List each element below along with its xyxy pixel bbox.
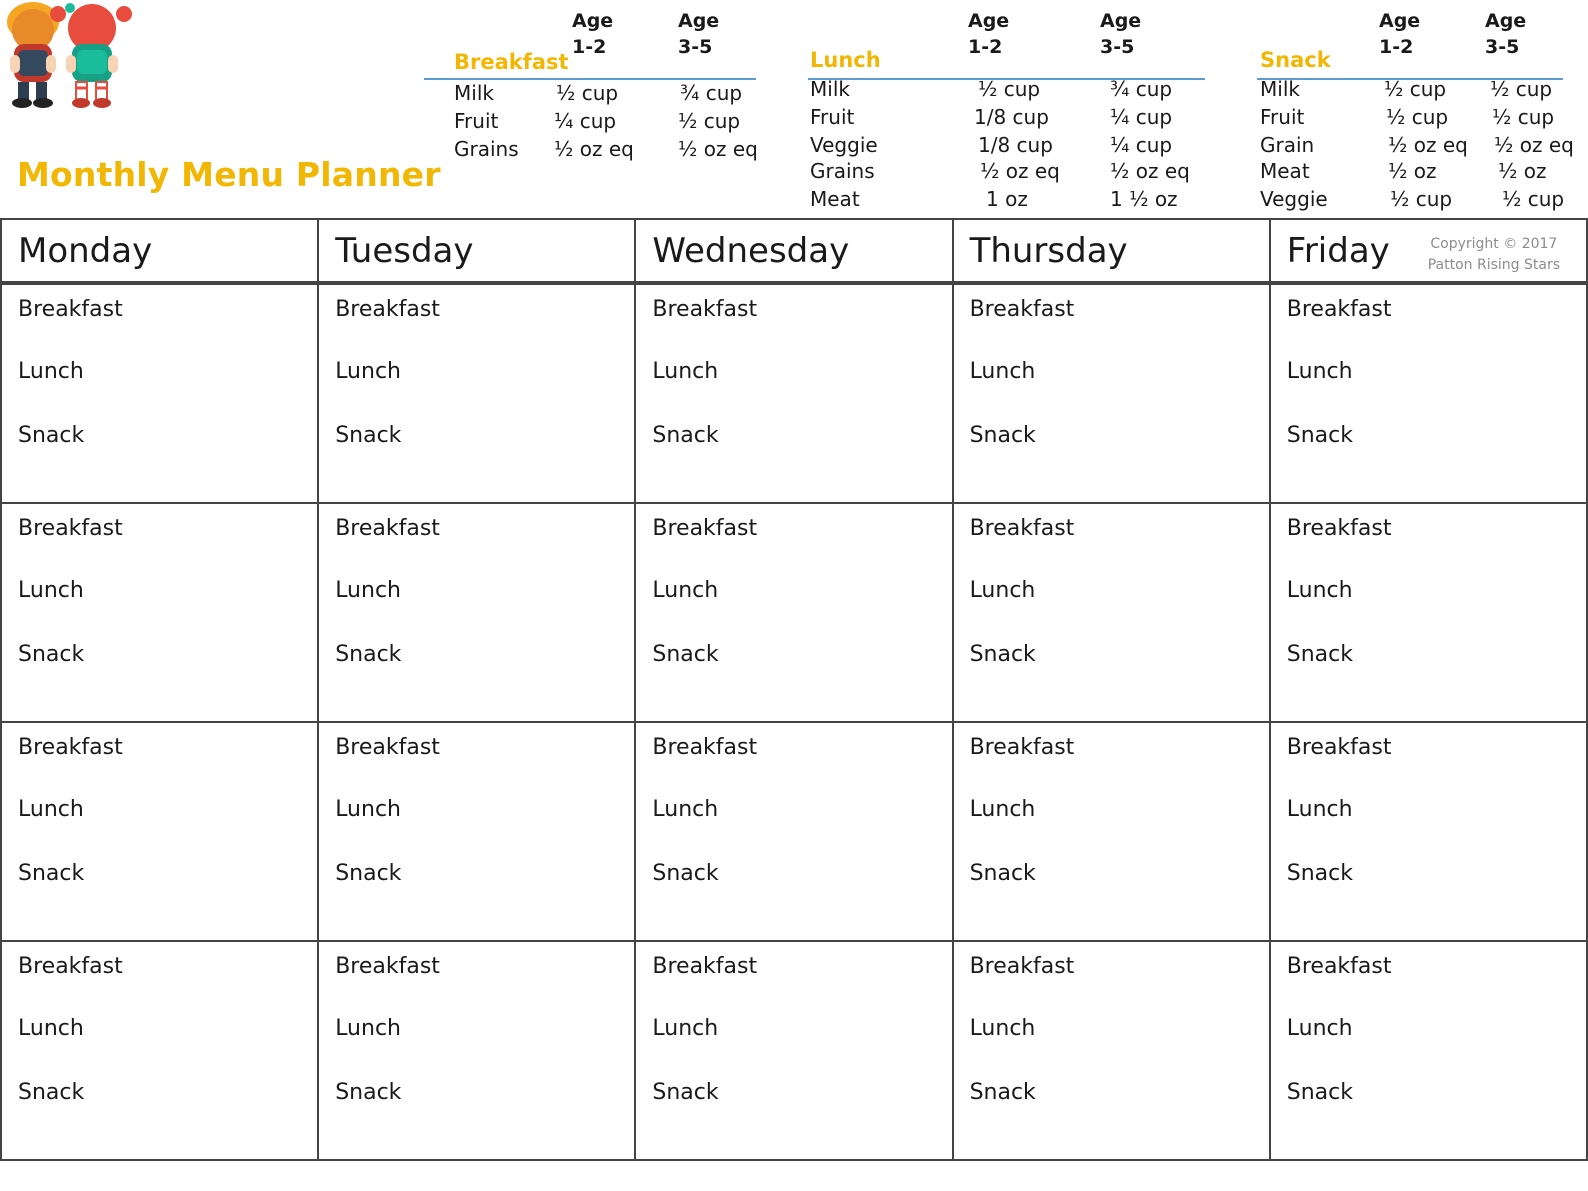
meal-heading: Snack <box>1260 48 1331 72</box>
meal-heading: Breakfast <box>454 50 569 74</box>
age-3-5-header: Age 3-5 <box>1100 10 1142 58</box>
breakfast-label: Breakfast <box>969 954 1075 979</box>
day-cell-friday[interactable] <box>1270 722 1587 941</box>
day-cell-friday[interactable] <box>1270 503 1587 722</box>
breakfast-label: Breakfast <box>1286 735 1392 760</box>
snack-label: Snack <box>969 423 1036 448</box>
breakfast-label: Breakfast <box>18 516 123 541</box>
breakfast-label: Breakfast <box>969 516 1075 541</box>
kids-illustration <box>0 0 135 112</box>
lunch-label: Lunch <box>18 1016 84 1041</box>
copyright-notice: Copyright © 2017 Patton Rising Stars <box>1427 236 1560 273</box>
snack-label: Snack <box>652 1080 719 1105</box>
breakfast-label: Breakfast <box>18 954 123 979</box>
snack-label: Snack <box>18 1080 85 1105</box>
age-1-2-header: Age 1-2 <box>968 10 1010 58</box>
snack-label: Snack <box>969 1080 1036 1105</box>
breakfast-label: Breakfast <box>1286 516 1392 541</box>
lunch-requirements: Age 1-2 Age 3-5 Lunch Milk ½ cup ¾ cup Fruit 1/8 cup ¼ cup Veggie 1/8 cup ¼ cup Grains ½ oz eq ½ oz eq Meat 1 oz 1 ½ oz <box>808 0 1208 215</box>
day-cell-friday[interactable] <box>1270 284 1587 503</box>
lunch-label: Lunch <box>18 359 84 384</box>
lunch-label: Lunch <box>969 1016 1036 1041</box>
day-cell-tuesday[interactable] <box>318 941 635 1160</box>
day-cell-wednesday[interactable] <box>635 722 952 941</box>
snack-label: Snack <box>969 861 1036 886</box>
breakfast-label: Breakfast <box>335 297 440 322</box>
lunch-label: Lunch <box>335 797 401 822</box>
snack-label: Snack <box>1286 642 1353 667</box>
age-3-5-header: Age 3-5 <box>678 10 720 58</box>
snack-label: Snack <box>652 642 719 667</box>
snack-label: Snack <box>652 423 719 448</box>
day-cell-thursday[interactable] <box>953 284 1270 503</box>
day-cell-tuesday[interactable] <box>318 503 635 722</box>
day-header-tuesday: Tuesday <box>318 219 635 282</box>
week-row <box>1 503 1587 722</box>
lunch-label: Lunch <box>652 1016 719 1041</box>
snack-label: Snack <box>335 861 402 886</box>
lunch-label: Lunch <box>1286 797 1353 822</box>
day-cell-monday[interactable] <box>1 284 318 503</box>
day-cell-tuesday[interactable] <box>318 722 635 941</box>
lunch-label: Lunch <box>969 359 1036 384</box>
snack-label: Snack <box>969 642 1036 667</box>
day-cell-thursday[interactable] <box>953 722 1270 941</box>
snack-label: Snack <box>18 423 85 448</box>
snack-label: Snack <box>335 642 402 667</box>
week-row <box>1 284 1587 503</box>
breakfast-label: Breakfast <box>652 516 758 541</box>
snack-label: Snack <box>1286 1080 1353 1105</box>
age-1-2-header: Age 1-2 <box>572 10 614 58</box>
day-header-wednesday: Wednesday <box>635 219 952 282</box>
day-header-friday: Friday Copyright © 2017 Patton Rising Stars <box>1270 219 1587 282</box>
day-cell-thursday[interactable] <box>953 941 1270 1160</box>
lunch-label: Lunch <box>652 578 719 603</box>
breakfast-label: Breakfast <box>652 954 758 979</box>
snack-label: Snack <box>335 1080 402 1105</box>
day-cell-wednesday[interactable] <box>635 941 952 1160</box>
day-cell-friday[interactable] <box>1270 941 1587 1160</box>
age-3-5-header: Age 3-5 <box>1485 10 1527 58</box>
breakfast-label: Breakfast <box>335 516 440 541</box>
lunch-label: Lunch <box>652 359 719 384</box>
day-cell-monday[interactable] <box>1 722 318 941</box>
breakfast-label: Breakfast <box>335 735 440 760</box>
week-row <box>1 722 1587 941</box>
breakfast-label: Breakfast <box>18 297 123 322</box>
breakfast-label: Breakfast <box>1286 297 1392 322</box>
lunch-label: Lunch <box>335 1016 401 1041</box>
menu-grid <box>0 218 1588 1188</box>
lunch-label: Lunch <box>652 797 719 822</box>
breakfast-label: Breakfast <box>335 954 440 979</box>
day-cell-tuesday[interactable] <box>318 284 635 503</box>
breakfast-label: Breakfast <box>18 735 123 760</box>
day-header-thursday: Thursday <box>953 219 1270 282</box>
week-row <box>1 941 1587 1160</box>
lunch-label: Lunch <box>1286 359 1353 384</box>
lunch-label: Lunch <box>969 578 1036 603</box>
day-header-monday: Monday <box>1 219 318 282</box>
snack-label: Snack <box>18 861 85 886</box>
breakfast-label: Breakfast <box>652 297 758 322</box>
snack-label: Snack <box>18 642 85 667</box>
snack-label: Snack <box>652 861 719 886</box>
day-cell-monday[interactable] <box>1 503 318 722</box>
week-rows <box>0 283 1588 1161</box>
page-title: Monthly Menu Planner <box>17 155 441 194</box>
day-cell-thursday[interactable] <box>953 503 1270 722</box>
meal-heading: Lunch <box>810 48 881 72</box>
day-header-row <box>1 219 1587 282</box>
breakfast-label: Breakfast <box>1286 954 1392 979</box>
breakfast-label: Breakfast <box>969 735 1075 760</box>
lunch-label: Lunch <box>18 578 84 603</box>
snack-label: Snack <box>1286 861 1353 886</box>
snack-label: Snack <box>335 423 402 448</box>
lunch-label: Lunch <box>18 797 84 822</box>
lunch-label: Lunch <box>969 797 1036 822</box>
snack-requirements: Age 1-2 Age 3-5 Snack Milk ½ cup ½ cup Fruit ½ cup ½ cup Grain ½ oz eq ½ oz eq Meat ½ oz ½ oz Veggie ½ cup ½ cup <box>1257 0 1567 215</box>
breakfast-requirements: Age 1-2 Age 3-5 Breakfast Milk ½ cup ¾ cup Fruit ¼ cup ½ cup Grains ½ oz eq ½ oz eq <box>424 0 759 170</box>
age-1-2-header: Age 1-2 <box>1379 10 1421 58</box>
breakfast-label: Breakfast <box>969 297 1075 322</box>
lunch-label: Lunch <box>335 578 401 603</box>
lunch-label: Lunch <box>1286 578 1353 603</box>
day-cell-monday[interactable] <box>1 941 318 1160</box>
day-cell-wednesday[interactable] <box>635 284 952 503</box>
breakfast-label: Breakfast <box>652 735 758 760</box>
snack-label: Snack <box>1286 423 1353 448</box>
lunch-label: Lunch <box>335 359 401 384</box>
day-cell-wednesday[interactable] <box>635 503 952 722</box>
lunch-label: Lunch <box>1286 1016 1353 1041</box>
